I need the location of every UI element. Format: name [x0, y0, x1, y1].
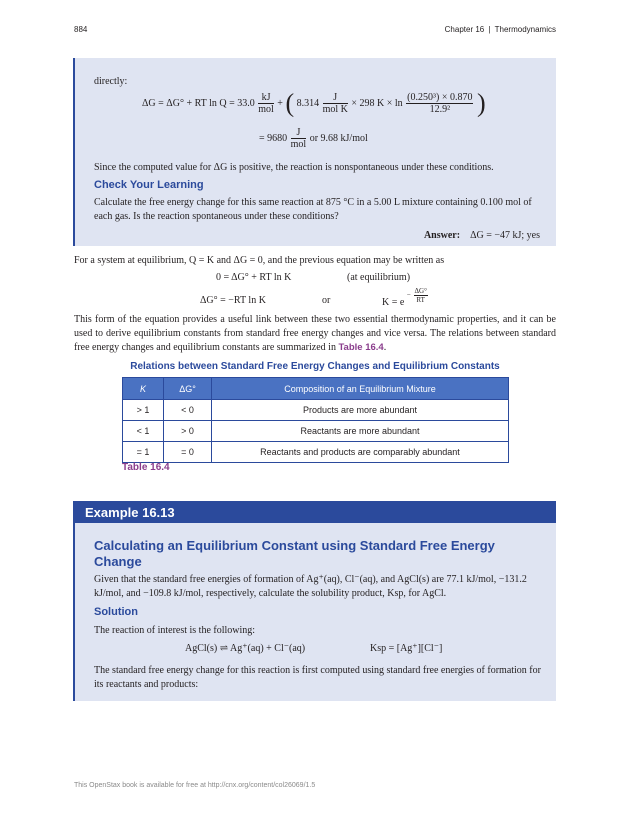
- answer-label: Answer:: [423, 230, 461, 241]
- open-paren: (: [285, 88, 295, 118]
- page-number: 884: [74, 25, 88, 34]
- check-your-learning-text: Calculate the free energy change for this same reaction at 875 °C in a 5.00 L mixture containing 0.100 mol of each gas. Is the reaction spontaneous under these conditions?: [94, 197, 532, 222]
- solution-heading: Solution: [94, 606, 138, 618]
- table-row: [123, 442, 509, 463]
- eq1-frac-q: [406, 92, 473, 115]
- example-title: Calculating an Equilibrium Constant using Standard Free Energy Change: [94, 538, 495, 569]
- link-paragraph-text: This form of the equation provides a useful link between these two essential thermodynamic properties, and it can be used to derive equilibrium constants from standard free energy changes and vice versa. The relations between standard free energy changes and equilibrium constants are summarized in: [74, 314, 556, 353]
- table-caption: Table 16.4: [122, 462, 170, 473]
- header-separator: |: [488, 25, 491, 34]
- table-title: Relations between Standard Free Energy Changes and Equilibrium Constants: [130, 361, 500, 372]
- eq2-tail: or 9.68 kJ/mol: [309, 132, 368, 144]
- example-problem: Given that the standard free energies of formation of Ag⁺(aq), Cl⁻(aq), and AgCl(s) are 77.1 kJ/mol, −131.2 kJ/mol, and −109.8 kJ/mol, respectively, calculate the solubility product, Ksp, for AgCl.: [94, 574, 527, 599]
- eq-k-base: K = e: [382, 297, 405, 309]
- equation-at-equilibrium: 0 = ΔG° + RT ln K: [216, 272, 292, 283]
- solution-text: The standard free energy change for this reaction is first computed using standard free energies of formation for its reactants and products:: [94, 665, 541, 690]
- table-row: [123, 421, 509, 442]
- solution-intro: The reaction of interest is the following:: [94, 625, 256, 636]
- eq1-plus: +: [277, 97, 283, 109]
- chapter-title: Thermodynamics: [494, 25, 556, 34]
- footer-note: This OpenStax book is available for free at http://cnx.org/content/col26069/1.5: [74, 782, 316, 789]
- eq1-frac1-den: mol: [258, 104, 274, 115]
- at-equilibrium-note: (at equilibrium): [347, 272, 411, 283]
- eq2-lhs: = 9680: [259, 132, 288, 144]
- eq-k-exponent: [407, 287, 429, 304]
- eq1-frac2-den: mol K: [322, 104, 348, 115]
- eq-k-exp-frac: [414, 287, 428, 304]
- cell-composition: Reactants are more abundant: [212, 421, 509, 442]
- header-composition: Composition of an Equilibrium Mixture: [212, 378, 509, 400]
- eq-k-exp-sign: −: [406, 291, 411, 300]
- equilibrium-table: [122, 377, 509, 463]
- directly-text: directly:: [94, 76, 128, 87]
- eq1-frac1-num: kJ: [258, 92, 274, 104]
- eq2-frac-num: J: [291, 127, 307, 139]
- eq1-frac3-num: (0.250³) × 0.870: [407, 92, 473, 103]
- ksp-expression: Ksp = [Ag⁺][Cl⁻]: [370, 643, 443, 654]
- eq-k-exp-den: RT: [416, 296, 425, 304]
- reaction-equation: AgCl(s) ⇌ Ag⁺(aq) + Cl⁻(aq): [185, 643, 306, 654]
- table-header-row: [123, 378, 509, 400]
- cell-composition: Reactants and products are comparably abundant: [212, 442, 509, 463]
- eq-k-exp-num: ΔG°: [414, 287, 427, 295]
- cell-k: = 1: [123, 442, 164, 463]
- cell-delta-g: < 0: [164, 400, 212, 421]
- cell-delta-g: > 0: [164, 421, 212, 442]
- table-16-4-link[interactable]: Table 16.4: [338, 342, 384, 353]
- table-row: [123, 400, 509, 421]
- eq2-frac-den: mol: [290, 139, 307, 150]
- equilibrium-intro: For a system at equilibrium, Q = K and ΔG = 0, and the previous equation may be written as: [74, 255, 445, 266]
- or-text: or: [322, 295, 331, 306]
- eq1-frac-j-molk: [323, 92, 348, 115]
- chapter-label: Chapter 16: [444, 25, 485, 34]
- link-paragraph: [74, 313, 556, 355]
- cell-k: > 1: [123, 400, 164, 421]
- answer-value: ΔG = −47 kJ; yes: [470, 230, 540, 241]
- equation-delta-g: ΔG° = −RT ln K: [200, 295, 266, 306]
- cell-delta-g: = 0: [164, 442, 212, 463]
- close-paren: ): [476, 88, 486, 118]
- eq1-mid: × 298 K × ln: [351, 97, 403, 109]
- answer-line: [424, 229, 540, 243]
- cell-k: < 1: [123, 421, 164, 442]
- eq1-frac3-den: 12.9²: [429, 104, 451, 115]
- check-your-learning-heading: Check Your Learning: [94, 179, 204, 191]
- eq1-frac2-num: J: [323, 92, 348, 104]
- free-energy-result: [259, 127, 368, 150]
- header-k: K: [123, 378, 164, 400]
- cell-composition: Products are more abundant: [212, 400, 509, 421]
- eq1-frac-kj-mol: [258, 92, 274, 115]
- conclusion-text: Since the computed value for ΔG is positive, the reaction is nonspontaneous under these conditions.: [94, 162, 494, 173]
- running-header: [445, 25, 556, 34]
- eq1-lhs: ΔG = ΔG° + RT ln Q = 33.0: [142, 97, 255, 109]
- example-label-bar: Example 16.13: [73, 501, 556, 523]
- paragraph-period: .: [383, 342, 387, 353]
- free-energy-equation: [142, 88, 486, 118]
- header-delta-g: ΔG°: [164, 378, 212, 400]
- eq2-frac: [291, 127, 307, 150]
- eq1-gas-const: 8.314: [296, 97, 320, 109]
